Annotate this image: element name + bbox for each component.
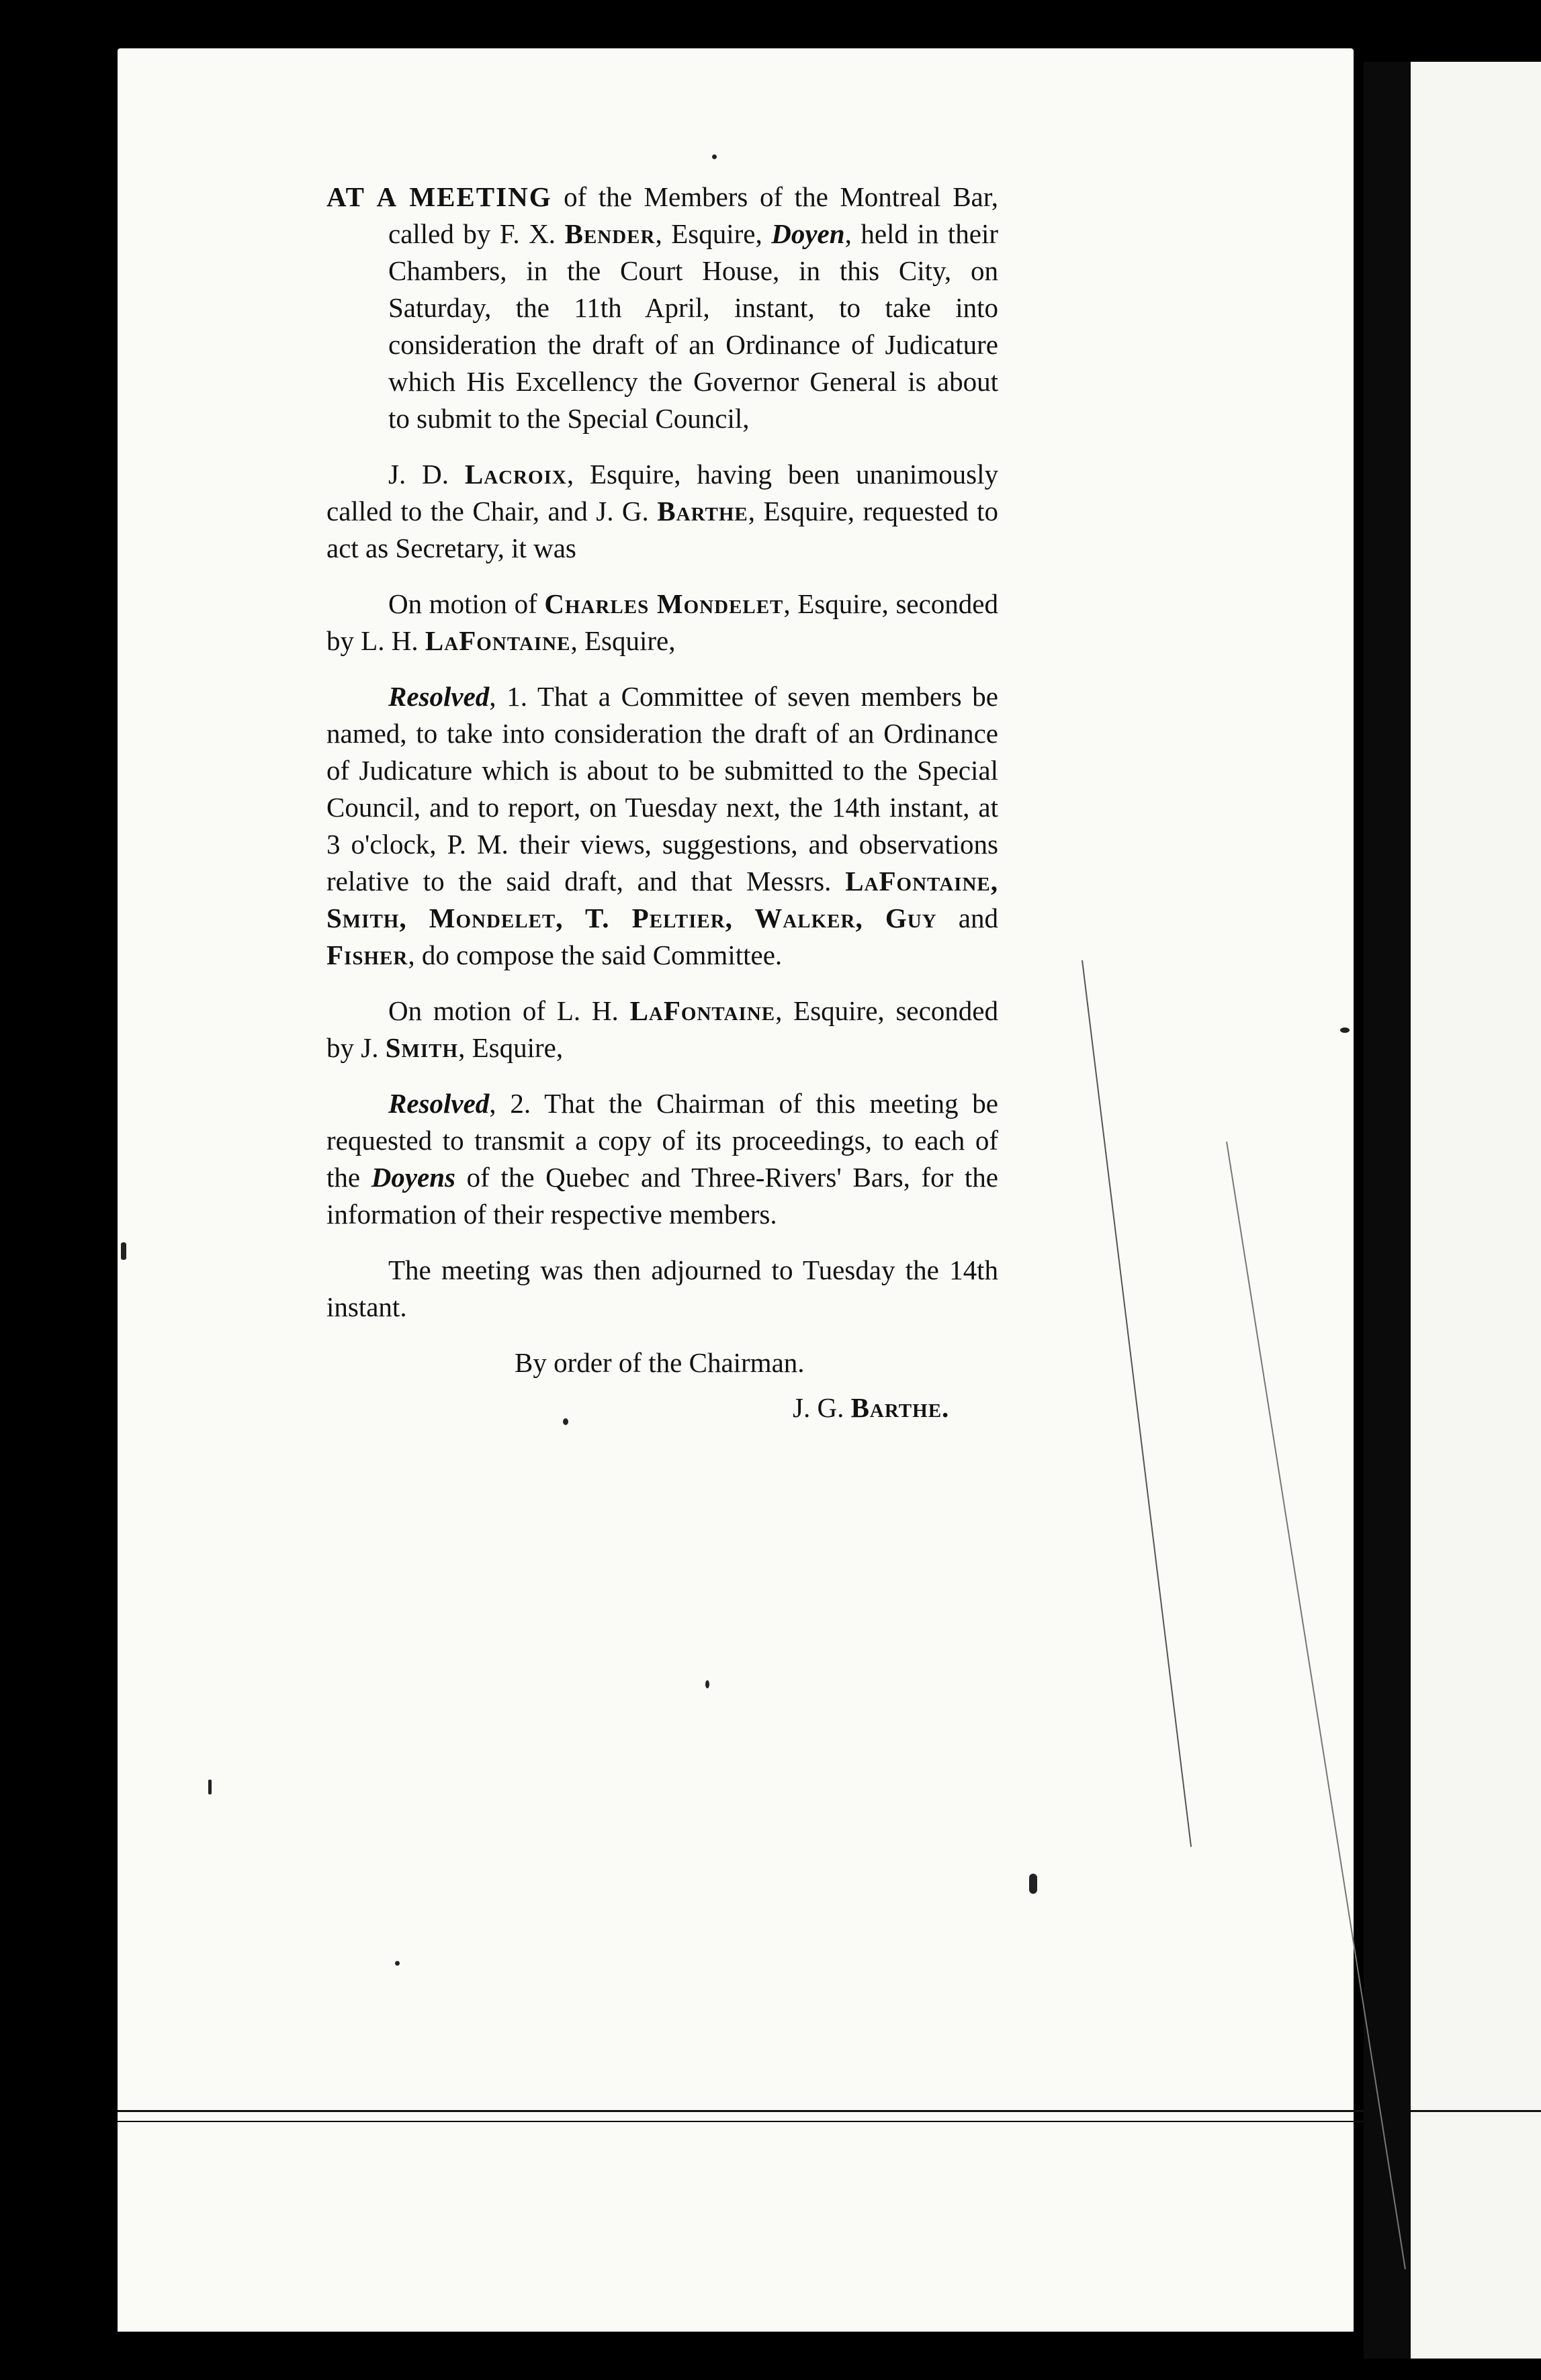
paragraph-adjourned: The meeting was then adjourned to Tuesday the 14th instant. <box>326 1254 998 1322</box>
scan-speck <box>1340 1027 1350 1033</box>
bottom-rule <box>118 2110 1364 2112</box>
paragraph-meeting: AT A MEETING of the Members of the Montreal Bar, called by F. X. Bender, Esquire, Doyen, held in their Chambers, in the Court House, in this City, on Saturday, the 11th April, instant, to take into consideration the draft of an Ordinance of Judicature which His Excellency the Governor General is about to submit to the Special Council, <box>326 181 998 434</box>
scan-speck <box>712 154 717 159</box>
meeting-resolutions <box>326 179 998 1426</box>
facing-rule <box>1411 2110 1541 2112</box>
signature: J. G. Barthe. <box>793 1392 950 1423</box>
paragraph-chair: J. D. Lacroix, Esquire, having been unanimously called to the Chair, and J. G. Barthe, Esquire, requested to act as Secretary, it was <box>326 459 998 563</box>
scan-speck <box>208 1780 212 1794</box>
scan-speck <box>121 1242 126 1260</box>
bottom-rule-2 <box>118 2121 1364 2122</box>
paragraph-motion-1: On motion of Charles Mondelet, Esquire, seconded by L. H. LaFontaine, Esquire, <box>326 588 998 656</box>
scan-speck <box>705 1680 709 1688</box>
paragraph-resolved-1: Resolved, 1. That a Committee of seven members be named, to take into consideration the draft of an Ordinance of Judicature which is about to be submitted to the Special Council, and to report, on Tuesday next, the 14th instant, at 3 o'clock, P. M. their views, suggestions, and observations relative to the said draft, and that Messrs. LaFontaine, Smith, Mondelet, T. Peltier, Walker, Guy and Fisher, do compose the said Committee. <box>326 681 998 970</box>
page-gutter <box>1364 62 1411 2359</box>
by-order-line: By order of the Chairman. <box>515 1347 805 1378</box>
heading-at-a-meeting: AT A MEETING <box>326 181 552 212</box>
scan-speck <box>395 1961 400 1966</box>
paragraph-motion-2: On motion of L. H. LaFontaine, Esquire, seconded by J. Smith, Esquire, <box>326 995 998 1063</box>
facing-page-edge <box>1411 62 1541 2359</box>
scan-speck <box>1029 1874 1037 1894</box>
paragraph-resolved-2: Resolved, 2. That the Chairman of this meeting be requested to transmit a copy of its proceedings, to each of the Doyens of the Quebec and Three-Rivers' Bars, for the information of their respective members. <box>326 1088 998 1230</box>
